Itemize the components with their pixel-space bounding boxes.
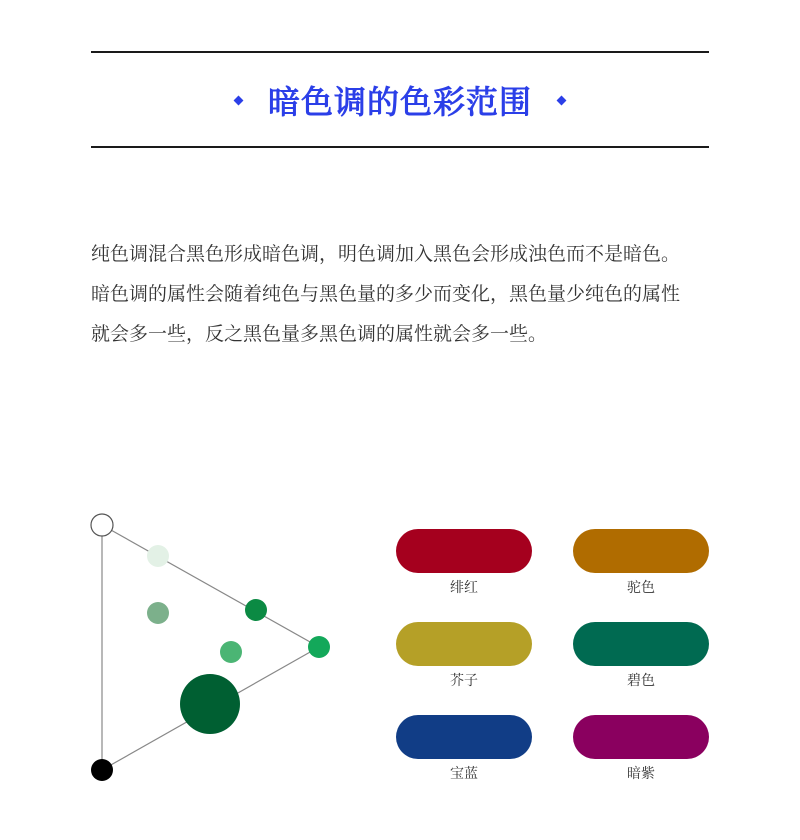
- swatch-item: [396, 622, 532, 690]
- mid-tone-point: [220, 641, 242, 663]
- light-tint-point: [147, 545, 169, 567]
- bottom-divider: [91, 146, 709, 148]
- paragraph-line: 暗色调的属性会随着纯色与黑色量的多少而变化，黑色量少纯色的属性: [91, 283, 681, 305]
- swatch-item: [573, 529, 709, 597]
- swatch-item: [573, 622, 709, 690]
- pure-hue-point: [308, 636, 330, 658]
- tone-triangle-diagram: [80, 505, 350, 795]
- color-swatch: [573, 529, 709, 573]
- color-swatch: [573, 622, 709, 666]
- triangle-edge-top: [102, 525, 319, 647]
- swatch-item: [396, 715, 532, 783]
- swatch-label: 暗紫: [627, 766, 655, 782]
- diamond-right-icon: [557, 95, 567, 105]
- swatch-label: 碧色: [627, 673, 655, 689]
- diamond-left-icon: [234, 95, 244, 105]
- color-swatch: [396, 622, 532, 666]
- description-paragraph: [91, 234, 731, 354]
- swatch-label: 绯红: [450, 580, 478, 596]
- paragraph-line: 就会多一些，反之黑色量多黑色调的属性就会多一些。: [91, 323, 548, 345]
- paragraph-line: 纯色调混合黑色形成暗色调，明色调加入黑色会形成浊色而不是暗色。: [91, 243, 681, 265]
- color-swatch: [396, 529, 532, 573]
- black-point: [91, 759, 113, 781]
- swatch-item: [396, 529, 532, 597]
- bright-tone-point: [245, 599, 267, 621]
- swatch-item: [573, 715, 709, 783]
- dull-tone-point: [147, 602, 169, 624]
- swatch-label: 宝蓝: [450, 766, 478, 782]
- page-title: 暗色调的色彩范围: [267, 83, 532, 121]
- swatch-label: 芥子: [450, 673, 478, 689]
- color-swatch: [573, 715, 709, 759]
- top-divider: [91, 51, 709, 53]
- swatch-label: 驼色: [627, 580, 655, 596]
- dark-tone-point: [180, 674, 240, 734]
- white-point: [91, 514, 113, 536]
- color-swatch: [396, 715, 532, 759]
- title-row: [0, 75, 800, 125]
